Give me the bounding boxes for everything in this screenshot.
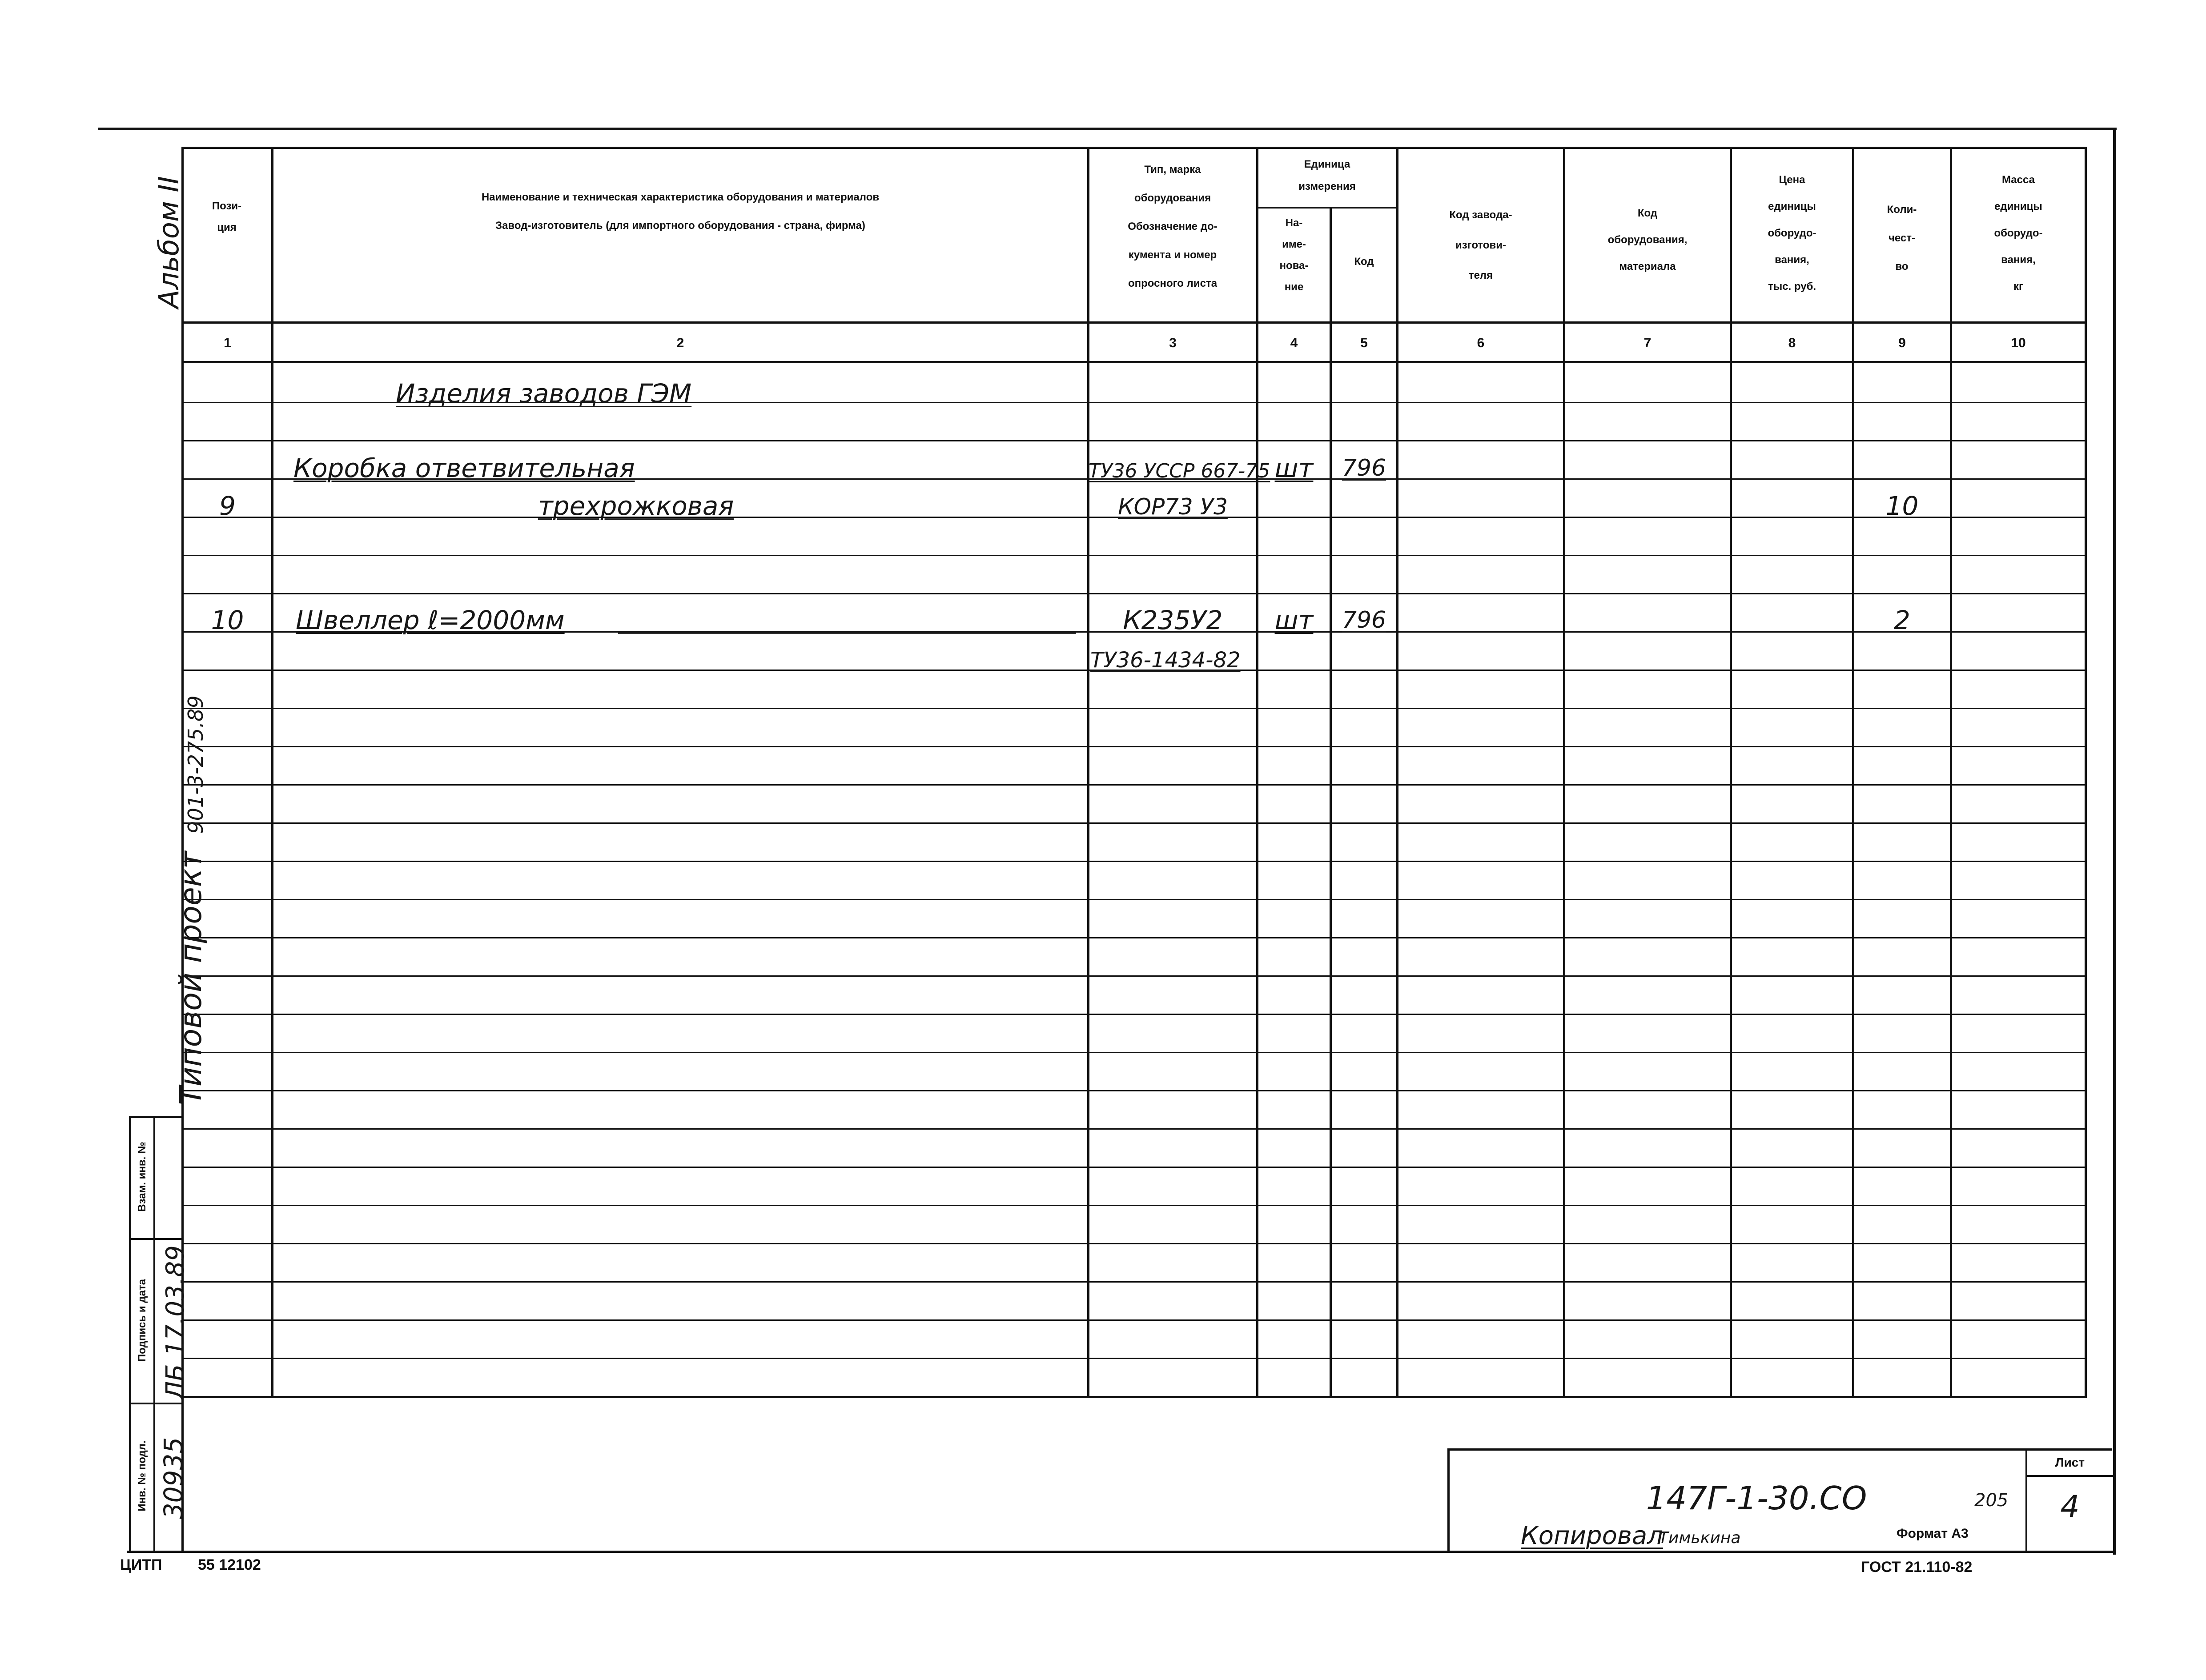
tsitp-label: ЦИТП [120,1556,162,1573]
row-line [181,1243,2087,1244]
row-line [181,1281,2087,1283]
order-number: 55 12102 [198,1556,261,1573]
row-line [181,593,2087,594]
stamp-vzam-label: Взам. инв. № [136,1142,148,1212]
item2-unit-code: 796 [1342,607,1386,634]
header-type-doc: Тип, марка оборудования Обозначение до- кумента и номер опросного листа [1128,164,1218,289]
column-number-5: 5 [1360,336,1368,350]
header-bottom-line [181,321,2087,324]
group-title: Изделия заводов ГЭМ [396,378,692,409]
item2-unit: шт [1274,605,1314,635]
row-line [181,1319,2087,1321]
row-line [181,1167,2087,1168]
stamp-podpis-label: Подпись и дата [136,1279,148,1362]
header-position: Пози- ция [212,200,242,233]
header-price: Цена единицы оборудо- вания, тыс. руб. [1768,174,1816,293]
column-number-8: 8 [1788,336,1796,350]
row-line [181,822,2087,824]
row-line [181,708,2087,709]
column-number-10: 10 [2011,336,2026,350]
project-code: 901-3-275.89 [184,695,208,834]
table-bottom-line [181,1396,2087,1398]
item2-doc: ТУ36-1434-82 [1090,648,1241,673]
table-top-line [181,147,2087,149]
col-line-4 [1330,207,1332,1396]
sheet-number: 4 [2060,1489,2080,1524]
header-unit-code: Код [1354,256,1374,268]
gost-label: ГОСТ 21.110-82 [1861,1559,1973,1576]
stamp-inv-label: Инв. № подл. [136,1440,148,1512]
format-label: Формат А3 [1897,1526,1969,1541]
sheet-label: Лист [2055,1455,2085,1469]
column-number-7: 7 [1643,336,1651,350]
row-line [181,440,2087,441]
item2-name: Швеллер ℓ=2000мм [296,605,565,635]
stamp-podpis-value: ЛБ 17.03.89 [161,1245,190,1400]
stamp-outer-left [129,1116,131,1552]
col-line-10 [2085,147,2087,1396]
copied-name: Тимькина [1659,1529,1741,1547]
row-line [181,784,2087,786]
column-number-6: 6 [1477,336,1485,350]
row-line [181,555,2087,556]
stamp-inner-divider [153,1116,155,1552]
row-line [181,975,2087,977]
item2-quantity: 2 [1894,605,1910,635]
item1-quantity: 10 [1885,491,1919,521]
header-quantity: Коли- чест- во [1887,204,1917,273]
item2-position: 10 [211,605,244,635]
header-name-line2: Завод-изготовитель (для импортного оборудования - страна, фирма) [495,220,865,232]
album-label: Альбом II [153,176,185,309]
row-line [181,937,2087,938]
item1-name-line2: трехрожковая [538,491,734,521]
unit-split-line [1256,207,1396,208]
row-line [181,1052,2087,1053]
row-line [181,1090,2087,1091]
item2-name-extension-line [618,633,1076,634]
item2-code: К235У2 [1123,605,1223,635]
column-number-3: 3 [1169,336,1177,350]
header-unit: Единица измерения [1298,158,1356,192]
header-mass: Масса единицы оборудо- вания, кг [1994,174,2043,293]
row-line [181,1014,2087,1015]
column-number-2: 2 [676,336,684,350]
item1-code: КОР73 У3 [1118,494,1228,520]
header-unit-name: На- име- нова- ние [1279,217,1309,293]
row-line [181,1358,2087,1359]
project-label: Типовой проект [173,851,209,1105]
sheet-box-left [2025,1448,2027,1552]
stamp-divider-2 [129,1403,182,1404]
header-factory-code: Код завода- изготови- теля [1449,209,1512,281]
copied-label: Копировал [1521,1521,1663,1550]
numbers-row-line [181,361,2087,363]
row-line [181,1128,2087,1130]
row-line [181,899,2087,900]
row-line [181,861,2087,862]
item1-unit: шт [1274,453,1314,483]
item1-doc: ТУ36 УССР 667-75 [1089,460,1270,482]
item1-position: 9 [219,491,236,521]
column-number-4: 4 [1290,336,1298,350]
sheet-box-divider [2025,1475,2114,1477]
column-number-9: 9 [1898,336,1906,350]
document-number: 147Г-1-30.СО [1646,1480,1867,1517]
item1-unit-code: 796 [1342,455,1386,481]
top-border-line [98,128,2117,130]
header-equipment-code: Код оборудования, материала [1607,207,1688,273]
row-line [181,746,2087,747]
page-mark: 205 [1974,1490,2009,1511]
column-number-1: 1 [224,336,231,350]
item1-name-line1: Коробка ответвительная [293,453,635,483]
right-border-line [2113,128,2116,1555]
row-line [181,1205,2087,1206]
header-name-line1: Наименование и техническая характеристика оборудования и материалов [481,191,880,203]
stamp-inv-value: 30935 [158,1437,189,1520]
